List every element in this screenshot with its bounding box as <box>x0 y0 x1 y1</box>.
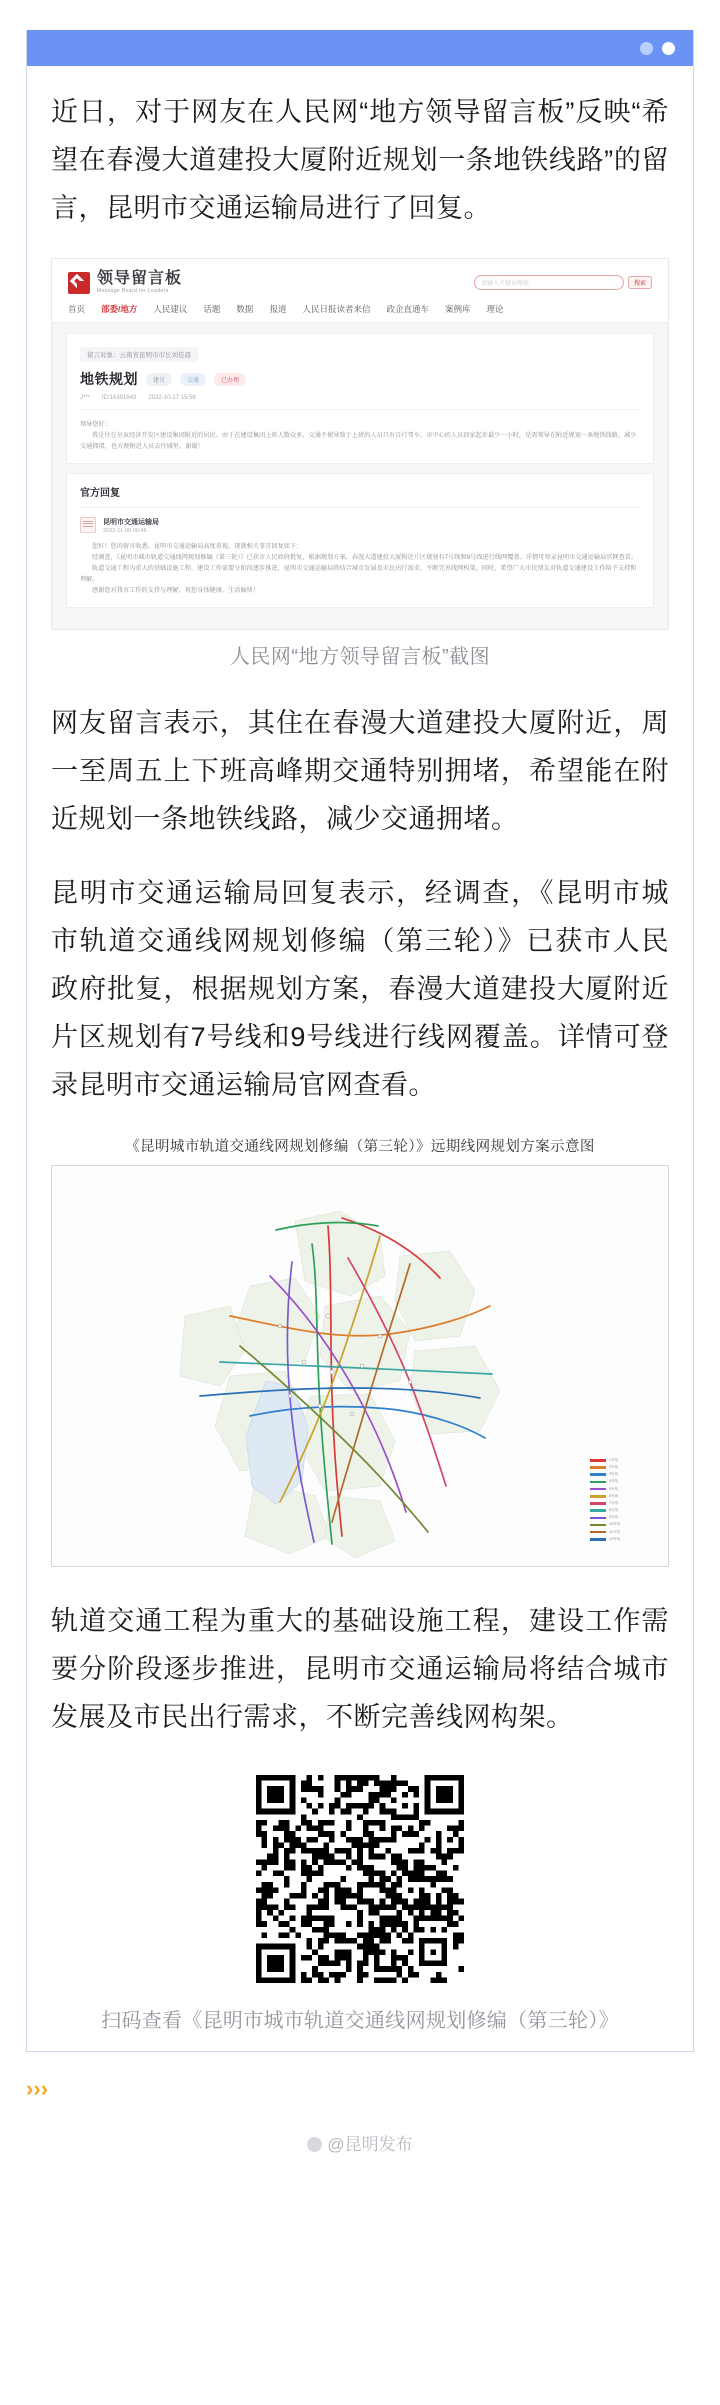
article-content <box>27 66 693 2051</box>
legend-row <box>590 1522 652 1527</box>
legend-row <box>590 1472 652 1477</box>
divider-reply <box>80 507 640 508</box>
nav-item-theory[interactable]: 理论 <box>486 304 504 315</box>
map-figure <box>51 1135 669 1567</box>
map-title: 《昆明城市轨道交通线网规划修编（第三轮）》远期线网规划方案示意图 <box>125 1139 595 1156</box>
qr-caption: 扫码查看《昆明市城市轨道交通线网规划修编（第三轮）》 <box>101 2010 619 2033</box>
reply-line-3: 轨道交通工程为重大的基础设施工程，建设工作需要分阶段逐步推进，昆明市交通运输局将结合城市发展及市民出行需求，不断完善线网构架。同时，希望广大市民朋友对轨道交通建设工作给予支持和理解。 <box>80 565 637 584</box>
legend-swatch <box>590 1466 606 1469</box>
legend-label: 6号线 <box>609 1493 619 1498</box>
legend-label: 3号线 <box>609 1472 619 1477</box>
reply-heading: 官方回复 <box>80 488 120 500</box>
leaders-board-logo-icon <box>68 272 90 294</box>
legend-row <box>590 1501 652 1506</box>
map-legend <box>590 1458 652 1544</box>
nav-item-gov-enterprise[interactable]: 政企直通车 <box>386 304 429 315</box>
legend-swatch <box>590 1459 606 1462</box>
nav-item-reports[interactable]: 报道 <box>269 304 287 315</box>
site-nav <box>52 294 668 323</box>
nav-item-topics[interactable]: 话题 <box>203 304 221 315</box>
search-button[interactable]: 搜索 <box>628 276 652 289</box>
nav-item-home[interactable]: 首页 <box>68 304 86 315</box>
logo-title-cn: 领导留言板 <box>97 270 183 287</box>
legend-swatch <box>590 1538 606 1541</box>
message-title: 地铁规划 <box>80 371 138 388</box>
reply-org-name: 昆明市交通运输局 <box>103 519 159 527</box>
page-root <box>0 30 720 2405</box>
message-card <box>66 333 654 464</box>
window-dot-2[interactable] <box>662 42 675 55</box>
chevron-right-icon: ››› <box>26 2076 48 2102</box>
legend-swatch <box>590 1531 606 1534</box>
logo-title-en: Message Board for Leaders <box>97 287 169 294</box>
map-image <box>51 1165 669 1567</box>
meta-id: ID:16301843 <box>102 395 137 402</box>
nav-item-case-library[interactable]: 案例库 <box>444 304 471 315</box>
logo-text <box>97 271 182 294</box>
legend-row <box>590 1537 652 1542</box>
legend-label: 2号线 <box>609 1464 619 1469</box>
embedded-website-screenshot <box>51 258 669 630</box>
legend-swatch <box>590 1524 606 1527</box>
search-input[interactable] <box>474 275 624 290</box>
government-building-icon <box>80 517 96 533</box>
legend-row <box>590 1515 652 1520</box>
legend-row <box>590 1508 652 1513</box>
window-titlebar <box>27 30 693 66</box>
reply-author-text <box>103 517 159 534</box>
window-dot-1[interactable] <box>640 42 653 55</box>
legend-swatch <box>590 1488 606 1491</box>
browser-window <box>26 30 694 2052</box>
message-meta <box>80 395 640 401</box>
reply-line-4: 感谢您对我市工作的支持与理解，祝您身体健康、生活愉快！ <box>92 587 260 595</box>
legend-swatch <box>590 1509 606 1512</box>
legend-label: 9号线 <box>609 1515 619 1520</box>
tag-suggestion: 建言 <box>146 373 172 386</box>
reply-body <box>80 541 640 596</box>
article-paragraph-2: 网友留言表示，其住在春漫大道建投大厦附近，周一至周五上下班高峰期交通特别拥堵，希望能在附近规划一条地铁线路，减少交通拥堵。 <box>51 708 669 835</box>
legend-swatch <box>590 1502 606 1505</box>
divider <box>80 409 640 410</box>
reply-author <box>80 517 640 534</box>
site-search <box>474 275 652 290</box>
weibo-handle[interactable] <box>0 2130 720 2155</box>
nav-item-suggestions[interactable]: 人民建议 <box>153 304 188 315</box>
reply-date: 2022-11-08 09:46 <box>103 528 147 535</box>
weibo-logo-icon <box>307 2137 322 2152</box>
message-recipient: 留言对象：云南省昆明市市长刘佳晨 <box>80 347 198 362</box>
metro-network-svg <box>52 1166 668 1566</box>
legend-row <box>590 1479 652 1484</box>
meta-user: J*** <box>80 395 91 402</box>
official-reply-card <box>66 473 654 608</box>
legend-label: 12号线 <box>609 1536 621 1541</box>
screenshot-caption: 人民网“地方领导留言板”截图 <box>229 646 491 669</box>
status-badge-handled: 已办理 <box>214 373 246 386</box>
message-body-text: 我是住在呈贡经济开发区建设集团附近的居民。由于在建设集团上班人数众多，交通不便导致于上班的人员只有自行驾车，市中心的人员回家起步最少一小时，是需领导在附近规划一条地铁线路，减少交通拥堵，也方便附近人员去往城里。谢谢！ <box>80 432 637 451</box>
article-paragraph-3: 昆明市交通运输局回复表示，经调查，《昆明市城市轨道交通线网规划修编（第三轮）》已获市人民政府批复，根据规划方案，春漫大道建投大厦附近片区规划有7号线和9号线进行线网覆盖。详情可登录昆明市交通运输局官网查看。 <box>51 878 669 1101</box>
screenshot-body <box>52 323 668 629</box>
message-salutation: 领导您好： <box>80 421 111 429</box>
reply-line-2: 经调查，《昆明市城市轨道交通线网规划修编（第三轮）》已获市人民政府批复，根据规划方案，春漫大道建投大厦附近片区规划有7号线和9号线进行线网覆盖。详情可登录昆明市交通运输局官网查看。 <box>92 554 638 562</box>
weibo-handle-text: @昆明发布 <box>327 2135 413 2155</box>
nav-item-data[interactable]: 数据 <box>236 304 254 315</box>
legend-row <box>590 1530 652 1535</box>
legend-label: 1号线 <box>609 1457 619 1462</box>
screenshot-inner <box>52 259 668 629</box>
article-paragraph-1: 近日，对于网友在人民网“地方领导留言板”反映“希望在春漫大道建投大厦附近规划一条地铁线路”的留言，昆明市交通运输局进行了回复。 <box>51 97 669 223</box>
qr-code-image[interactable] <box>256 1775 464 1983</box>
search-placeholder: 请输入关键词搜索 <box>480 281 529 288</box>
legend-label: 7号线 <box>609 1500 619 1505</box>
site-logo[interactable] <box>68 271 652 294</box>
legend-swatch <box>590 1495 606 1498</box>
legend-label: 5号线 <box>609 1486 619 1491</box>
tag-transport: 交通 <box>180 373 206 386</box>
legend-row <box>590 1458 652 1463</box>
legend-label: 4号线 <box>609 1479 619 1484</box>
message-body <box>80 419 640 452</box>
screenshot-header <box>52 259 668 294</box>
legend-swatch <box>590 1473 606 1476</box>
legend-swatch <box>590 1481 606 1484</box>
nav-item-ministries-local[interactable]: 部委/地方 <box>101 304 138 315</box>
legend-swatch <box>590 1517 606 1520</box>
qr-section <box>51 1775 669 1988</box>
legend-label: 11号线 <box>609 1529 620 1534</box>
legend-label: 8号线 <box>609 1508 619 1513</box>
meta-time: 2022-10-17 15:59 <box>148 395 196 402</box>
legend-row <box>590 1465 652 1470</box>
legend-row <box>590 1487 652 1492</box>
legend-label: 10号线 <box>609 1522 621 1527</box>
reply-line-1: 您好！您的留言收悉。昆明市交通运输局高度重视，现就相关事宜回复如下： <box>92 543 303 551</box>
footer-chevrons <box>26 2078 694 2100</box>
article-paragraph-4: 轨道交通工程为重大的基础设施工程，建设工作需要分阶段逐步推进，昆明市交通运输局将结合城市发展及市民出行需求，不断完善线网构架。 <box>51 1606 669 1733</box>
nav-item-reader-letters[interactable]: 人民日报读者来信 <box>302 304 371 315</box>
message-title-row <box>80 369 640 389</box>
legend-row <box>590 1494 652 1499</box>
